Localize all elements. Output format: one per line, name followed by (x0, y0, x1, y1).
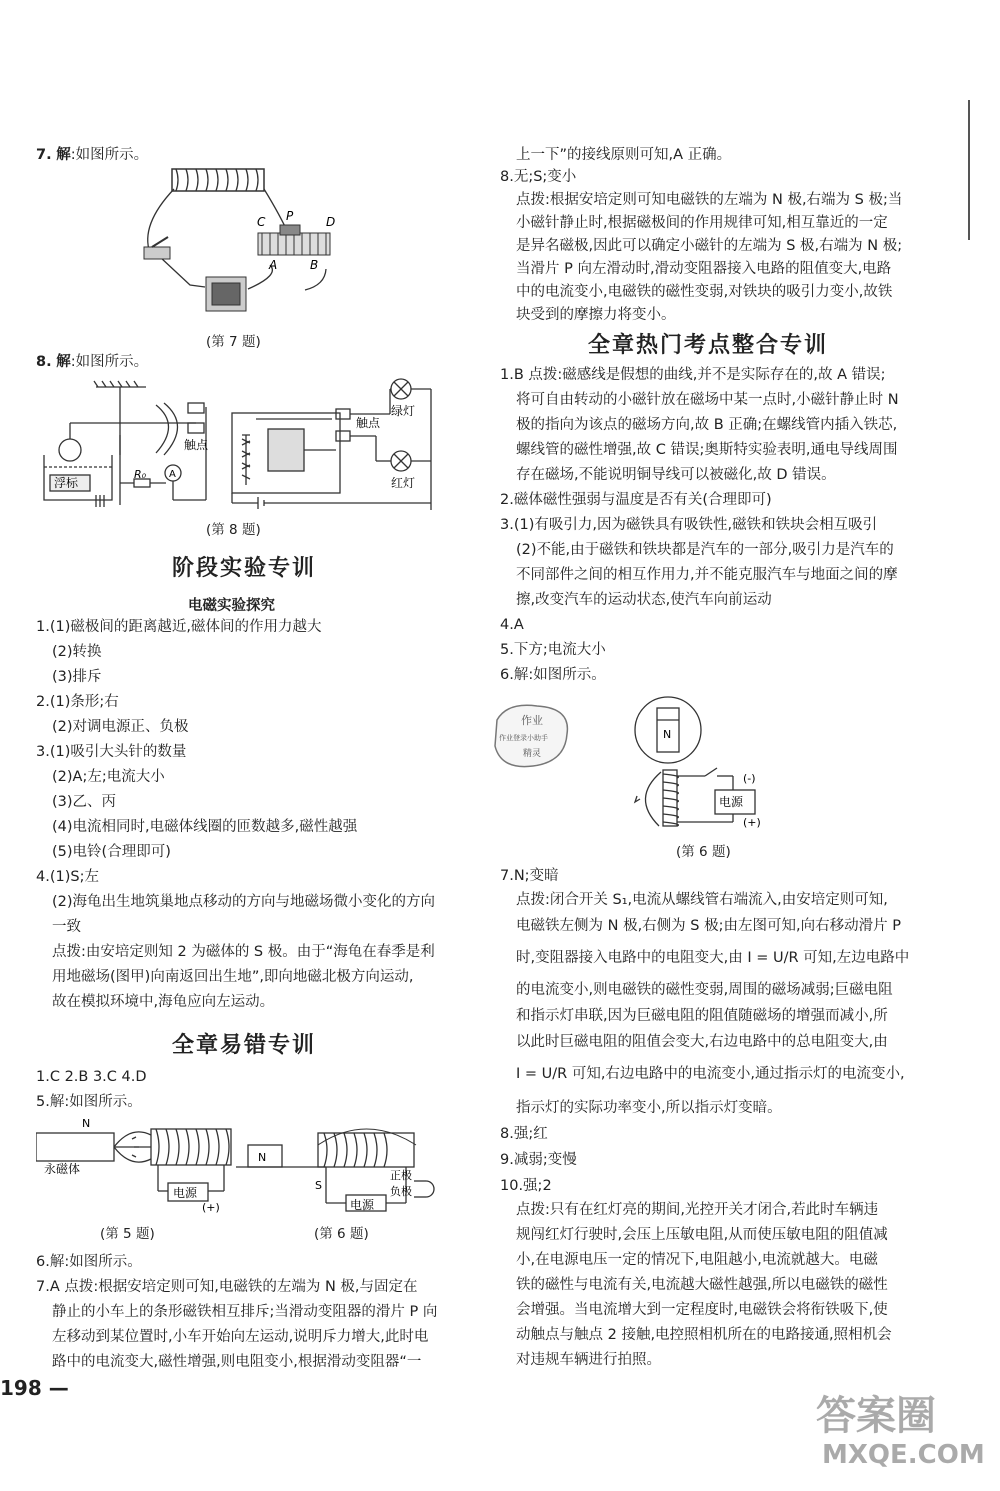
stamp-line-2: 作业登录小助手 (499, 734, 548, 742)
watermark-brand: 答案圈 (816, 1393, 936, 1439)
text-line: 一致 (52, 919, 81, 935)
text-line: 7.N;变暗 (500, 868, 559, 884)
text-line: 7.A 点拨:根据安培定则可知,电磁铁的左端为 N 极,与固定在 (36, 1279, 418, 1295)
text-line: 1.B 点拨:磁感线是假想的曲线,并不是实际存在的,故 A 错误; (500, 367, 886, 383)
q8-number: 8. (36, 354, 52, 370)
figure-7-circuit (130, 165, 360, 325)
text-line: 点拨:只有在红灯亮的期间,光控开关才闭合,若此时车辆违 (516, 1202, 879, 1218)
label-ammeter: A (169, 469, 176, 480)
label-green-light: 绿灯 (391, 404, 416, 418)
text-line: 静止的小车上的条形磁铁相互排斥;当滑动变阻器的滑片 P 向 (52, 1304, 438, 1320)
page-number: 198 — (0, 1376, 69, 1400)
label-power-5: 电源 (173, 1186, 198, 1200)
text-line: 故在模拟环境中,海龟应向左运动。 (52, 994, 275, 1010)
text-line: 擦,改变汽车的运动状态,使汽车向前运动 (516, 592, 772, 608)
q7-number: 7. (36, 147, 52, 163)
text-line: 存在磁场,不能说明铜导线可以被磁化,故 D 错误。 (516, 467, 836, 483)
text-line: 4.A (500, 617, 524, 633)
label-negative-pole: 负极 (390, 1185, 412, 1198)
text-line: 对违规车辆进行拍照。 (516, 1352, 661, 1368)
text-line: 2.磁体磁性强弱与温度是否有关(合理即可) (500, 492, 772, 508)
text-line: (2)海龟出生地筑巢地点移动的方向与地磁场微小变化的方向 (52, 894, 436, 910)
text-line: 8.强;红 (500, 1126, 548, 1142)
err-answers: 1.C 2.B 3.C 4.D (36, 1069, 147, 1085)
text-line: 5.下方;电流大小 (500, 642, 606, 658)
watermark-site: MXQE.COM (822, 1440, 985, 1470)
q7-head (36, 145, 148, 165)
label-C: C (257, 215, 266, 229)
text-line: 小,在电源电压一定的情况下,电阻越小,电流就越大。电磁 (516, 1252, 878, 1268)
text-line: (3)排斥 (52, 669, 102, 685)
label-float: 浮标 (54, 476, 79, 490)
label-N-magnet: N (82, 1117, 91, 1130)
text-line: 点拨:根据安培定则可知电磁铁的左端为 N 极,右端为 S 极;当 (516, 192, 903, 208)
q7-solve: 解 (56, 147, 71, 163)
label-R0: R₀ (134, 468, 147, 481)
text-line: 以此时巨磁电阻的阻值会变大,右边电路中的总电阻变大,由 (516, 1034, 888, 1050)
text-line: 3.(1)有吸引力,因为磁铁具有吸铁性,磁铁和铁块会相互吸引 (500, 517, 878, 533)
label-B: B (310, 258, 319, 272)
text-line: (4)电流相同时,电磁体线圈的匝数越多,磁性越强 (52, 819, 358, 835)
label-minus: (-) (743, 772, 756, 785)
text-line: 中的电流变小,电磁铁的磁性变弱,对铁块的吸引力变小,故铁 (516, 284, 893, 300)
label-permanent-magnet: 永磁体 (44, 1162, 81, 1176)
figure-5-6-left (36, 1115, 456, 1215)
figure-5-caption: (第 5 题) (100, 1226, 155, 1242)
text-line: 小磁针静止时,根据磁极间的作用规律可知,相互靠近的一定 (516, 215, 888, 231)
section-title-stage: 阶段实验专训 (172, 556, 317, 581)
q8-text: :如图所示。 (70, 354, 149, 370)
q5-head: 5.解:如图所示。 (36, 1094, 142, 1110)
text-line: 螺线管的磁性增强,故 C 错误;奥斯特实验表明,通电导线周围 (516, 442, 898, 458)
text-line: 左移动到某位置时,小车开始向左运动,说明斥力增大,此时电 (52, 1329, 429, 1345)
label-N-right: N (663, 728, 672, 741)
text-line: 指示灯的实际功率变小,所以指示灯变暗。 (516, 1100, 782, 1116)
label-P: P (286, 209, 294, 223)
text-line: (2)不能,由于磁铁和铁块都是汽车的一部分,吸引力是汽车的 (516, 542, 894, 558)
text-line: 上一下”的接线原则可知,A 正确。 (516, 147, 732, 163)
figure-6-caption-right: (第 6 题) (676, 844, 731, 860)
text-line: 规闯红灯行驶时,会压上压敏电阻,从而使压敏电阻的阻值减 (516, 1227, 888, 1243)
text-line: 8.无;S;变小 (500, 169, 577, 185)
text-line: (2)A;左;电流大小 (52, 769, 165, 785)
stamp-line-1: 作业 (521, 714, 543, 727)
figure-8-circuit (36, 375, 446, 515)
text-line: 将可自由转动的小磁针放在磁场中某一点时,小磁针静止时 N (516, 392, 899, 408)
text-line: 6.解:如图所示。 (500, 667, 606, 683)
text-line: (5)电铃(合理即可) (52, 844, 171, 860)
figure-6-right-circuit (625, 690, 775, 835)
text-line: 点拨:由安培定则知 2 为磁体的 S 极。由于“海龟在春季是利 (52, 944, 435, 960)
label-positive-pole: 正极 (390, 1169, 412, 1182)
text-line: 2.(1)条形;右 (36, 694, 119, 710)
label-red-light: 红灯 (391, 476, 416, 490)
label-contact-right: 触点 (356, 416, 381, 430)
text-line: 动触点与触点 2 接触,电控照相机所在的电路接通,照相机会 (516, 1327, 892, 1343)
q7-text: :如图所示。 (70, 147, 149, 163)
text-line: (2)对调电源正、负极 (52, 719, 189, 735)
q8-head (36, 352, 148, 372)
text-line: 电磁铁左侧为 N 极,右侧为 S 极;由左图可知,向右移动滑片 P (516, 918, 901, 934)
figure-7-caption: (第 7 题) (206, 334, 261, 350)
label-D: D (326, 215, 336, 229)
text-line: 3.(1)吸引大头针的数量 (36, 744, 187, 760)
text-line: 不同部件之间的相互作用力,并不能克服汽车与地面之间的摩 (516, 567, 898, 583)
section-subtitle-stage: 电磁实验探究 (188, 598, 275, 614)
figure-8-caption: (第 8 题) (206, 522, 261, 538)
text-line: 10.强;2 (500, 1178, 552, 1194)
margin-rule (968, 100, 970, 240)
text-line: 4.(1)S;左 (36, 869, 99, 885)
text-line: I = U/R 可知,右边电路中的电流变小,通过指示灯的电流变小, (516, 1066, 905, 1082)
figure-6-caption-left: (第 6 题) (314, 1226, 369, 1242)
section-title-errors: 全章易错专训 (172, 1033, 317, 1058)
q8-solve: 解 (56, 354, 71, 370)
text-line: 1.(1)磁极间的距离越近,磁体间的作用力越大 (36, 619, 322, 635)
page-number-text: 198 (0, 1376, 42, 1400)
label-power-right: 电源 (719, 795, 744, 809)
text-line: 6.解:如图所示。 (36, 1254, 142, 1270)
text-line: 9.减弱;变慢 (500, 1152, 577, 1168)
text-line: 当滑片 P 向左滑动时,滑动变阻器接入电路的阻值变大,电路 (516, 261, 892, 277)
label-power-6: 电源 (350, 1198, 375, 1212)
label-plus-right: (+) (743, 816, 761, 829)
text-line: 会增强。当电流增大到一定程度时,电磁铁会将衔铁吸下,使 (516, 1302, 888, 1318)
section-title-hot: 全章热门考点整合专训 (588, 333, 829, 358)
text-line: 和指示灯串联,因为巨磁电阻的阻值随磁场的增强而减小,所 (516, 1008, 888, 1024)
label-N-block: N (258, 1151, 267, 1164)
text-line: (3)乙、丙 (52, 794, 117, 810)
text-line: 时,变阻器接入电路中的电阻变大,由 I = U/R 可知,左边电路中 (516, 950, 910, 966)
label-A: A (269, 258, 278, 272)
text-line: 极的指向为该点的磁场方向,故 B 正确;在螺线管内插入铁芯, (516, 417, 898, 433)
text-line: 点拨:闭合开关 S₁,电流从螺线管右端流入,由安培定则可知, (516, 892, 888, 908)
label-contact-left: 触点 (184, 438, 209, 452)
label-plus-5: (+) (202, 1201, 220, 1214)
stamp-image (487, 700, 577, 772)
text-line: 用地磁场(图甲)向南返回出生地”,即向地磁北极方向运动, (52, 969, 414, 985)
text-line: 的电流变小,则电磁铁的磁性变弱,周围的磁场减弱;巨磁电阻 (516, 982, 893, 998)
text-line: (2)转换 (52, 644, 102, 660)
text-line: 块受到的摩擦力将变小。 (516, 307, 676, 323)
text-line: 路中的电流变大,磁性增强,则电阻变小,根据滑动变阻器“一 (52, 1354, 422, 1370)
text-line: 是异名磁极,因此可以确定小磁针的左端为 S 极,右端为 N 极; (516, 238, 903, 254)
text-line: 铁的磁性与电流有关,电流越大磁性越强,所以电磁铁的磁性 (516, 1277, 888, 1293)
label-S: S (315, 1179, 322, 1192)
stamp-line-3: 精灵 (523, 749, 542, 759)
